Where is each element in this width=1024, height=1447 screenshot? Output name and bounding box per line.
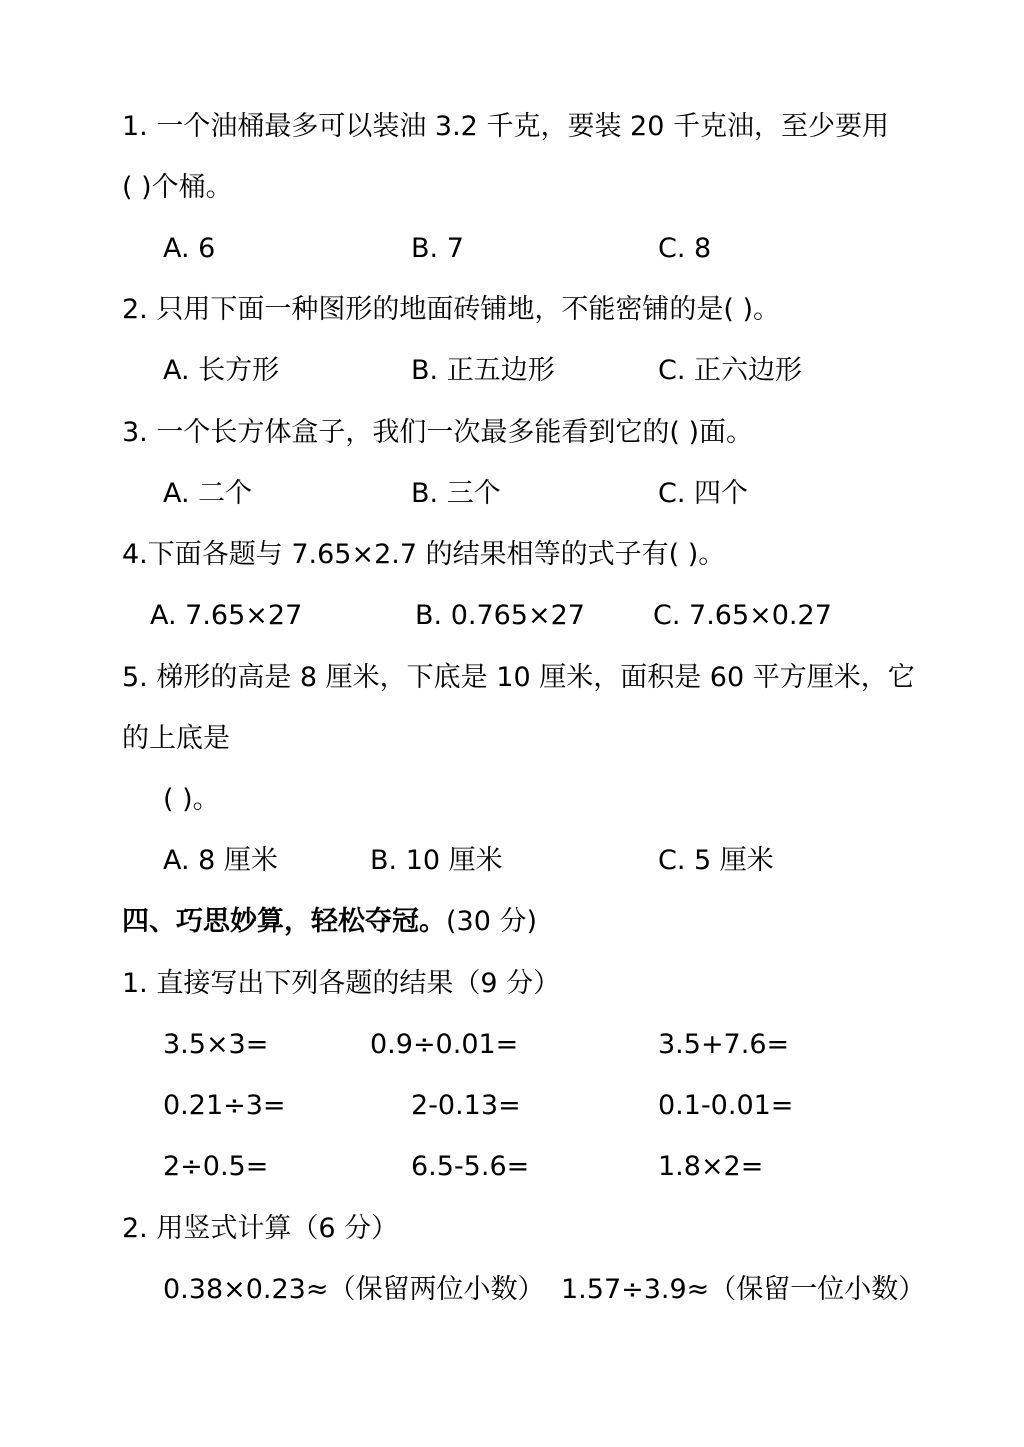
q2-option-b: B. 正五边形	[411, 355, 555, 386]
q4-text-line1: 4.下面各题与 7.65×2.7 的结果相等的式子有( )。	[122, 539, 726, 570]
expression-r3-c3: 1.8×2=	[658, 1151, 764, 1182]
q5-text-line3: ( )。	[163, 784, 220, 815]
q3-option-b: B. 三个	[411, 478, 501, 509]
q4-option-c: C. 7.65×0.27	[653, 600, 832, 631]
q1-text-line2: ( )个桶。	[122, 172, 233, 203]
q1-option-c: C. 8	[658, 233, 712, 264]
q5-text-line2: 的上底是	[122, 723, 230, 754]
q2-option-c: C. 正六边形	[658, 355, 803, 386]
expression-r1-c3: 3.5+7.6=	[658, 1029, 790, 1060]
section-4-heading: 四、巧思妙算，轻松夺冠。	[122, 906, 446, 937]
vertical-calc-1: 0.38×0.23≈（保留两位小数）	[163, 1274, 545, 1305]
q3-option-c: C. 四个	[658, 478, 749, 509]
q5-text-line1: 5. 梯形的高是 8 厘米，下底是 10 厘米，面积是 60 平方厘米，它	[122, 662, 915, 693]
expression-r2-c3: 0.1-0.01=	[658, 1090, 794, 1121]
q1-option-b: B. 7	[411, 233, 464, 264]
q5-option-c: C. 5 厘米	[658, 845, 774, 876]
q1-text-line1: 1. 一个油桶最多可以装油 3.2 千克，要装 20 千克油，至少要用	[122, 111, 889, 142]
part-2-title: 2. 用竖式计算（6 分）	[122, 1213, 399, 1244]
q4-option-b: B. 0.765×27	[415, 600, 585, 631]
section-4-heading-line	[122, 902, 537, 942]
expression-r1-c1: 3.5×3=	[163, 1029, 269, 1060]
expression-r2-c1: 0.21÷3=	[163, 1090, 286, 1121]
expression-r2-c2: 2-0.13=	[411, 1090, 521, 1121]
q2-option-a: A. 长方形	[163, 355, 280, 386]
q4-option-a: A. 7.65×27	[150, 600, 303, 631]
q5-option-a: A. 8 厘米	[163, 845, 278, 876]
vertical-calc-2: 1.57÷3.9≈（保留一位小数）	[561, 1274, 926, 1305]
part-1-title: 1. 直接写出下列各题的结果（9 分）	[122, 968, 561, 999]
q2-text-line1: 2. 只用下面一种图形的地面砖铺地，不能密铺的是( )。	[122, 294, 780, 325]
expression-r1-c2: 0.9÷0.01=	[370, 1029, 519, 1060]
expression-r3-c2: 6.5-5.6=	[411, 1151, 530, 1182]
q3-option-a: A. 二个	[163, 478, 253, 509]
q3-text-line1: 3. 一个长方体盒子，我们一次最多能看到它的( )面。	[122, 417, 753, 448]
section-4-score: (30 分)	[446, 906, 538, 937]
q1-option-a: A. 6	[163, 233, 216, 264]
expression-r3-c1: 2÷0.5=	[163, 1151, 269, 1182]
q5-option-b: B. 10 厘米	[370, 845, 503, 876]
